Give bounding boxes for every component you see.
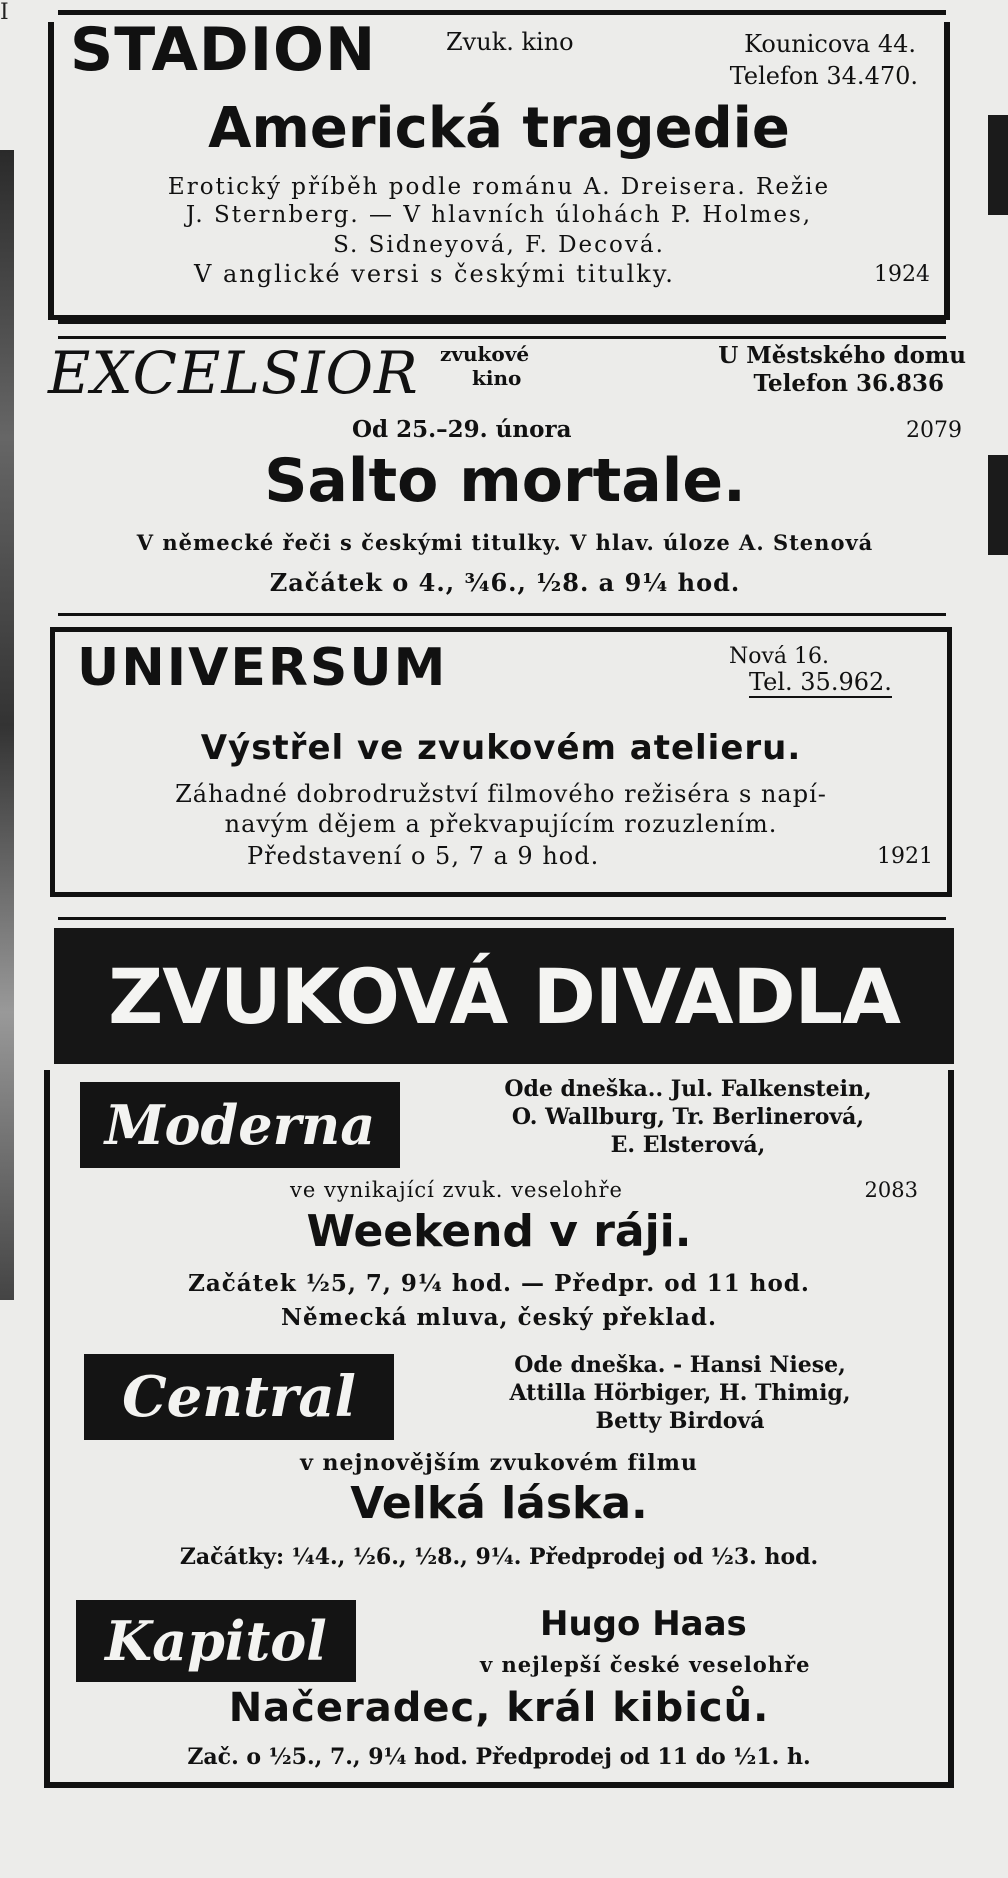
central-logo <box>84 1354 394 1440</box>
excelsior-name: EXCELSIOR <box>48 339 419 407</box>
central-cast2: Attilla Hörbiger, H. Thimig, <box>509 1380 851 1406</box>
excelsior-title: Salto mortale. <box>264 446 746 516</box>
stadion-bottom-rule <box>58 316 946 324</box>
right-margin-block <box>988 115 1008 215</box>
universum-phone: Tel. 35.962. <box>749 668 892 696</box>
universum-code: 1921 <box>877 844 933 869</box>
excelsior-address: U Městského domu <box>718 342 966 369</box>
universum-name: UNIVERSUM <box>77 638 448 698</box>
central-logo-text: Central <box>122 1364 356 1430</box>
central-intro: v nejnovějším zvukovém filmu <box>300 1450 698 1476</box>
stadion-name: STADION <box>70 15 377 85</box>
excelsior-ad <box>40 340 970 610</box>
left-margin-dark-strip <box>0 150 14 1300</box>
moderna-logo <box>80 1082 400 1168</box>
kapitol-times: Zač. o ½5., 7., 9¼ hod. Předprodej od 11 do ½1. h. <box>187 1744 811 1770</box>
kapitol-intro: v nejlepší české veselohře <box>480 1652 811 1677</box>
stadion-desc3: S. Sidneyová, F. Decová. <box>333 232 665 258</box>
universum-ad <box>50 627 952 897</box>
moderna-code: 2083 <box>864 1178 918 1202</box>
kapitol-star: Hugo Haas <box>540 1604 747 1644</box>
central-cast1: Ode dneška. - Hansi Niese, <box>514 1352 846 1378</box>
excelsior-lang: V německé řeči s českými titulky. V hlav. úloze A. Stenová <box>136 530 874 555</box>
moderna-lang: Německá mluva, český překlad. <box>281 1304 717 1331</box>
excelsior-code: 2079 <box>906 418 962 443</box>
central-title: Velká láska. <box>350 1478 648 1529</box>
kapitol-logo <box>76 1600 356 1682</box>
stadion-address: Kounicova 44. <box>744 30 916 58</box>
moderna-title: Weekend v ráji. <box>306 1206 692 1257</box>
moderna-logo-text: Moderna <box>104 1093 376 1157</box>
moderna-cast2: O. Wallburg, Tr. Berlinerová, <box>511 1104 865 1130</box>
moderna-intro: ve vynikající zvuk. veselohře <box>290 1178 623 1202</box>
stadion-phone: Telefon 34.470. <box>729 62 918 90</box>
stadion-desc2: J. Sternberg. — V hlavních úlohách P. Holmes, <box>185 202 813 228</box>
sound-theaters-banner <box>54 928 954 1064</box>
universum-title: Výstřel ve zvukovém atelieru. <box>200 728 802 768</box>
kapitol-logo-text: Kapitol <box>105 1609 327 1673</box>
stadion-ad <box>48 15 950 320</box>
central-times: Začátky: ¼4., ½6., ½8., 9¼. Předprodej od ½3. hod. <box>179 1544 819 1570</box>
central-cast3: Betty Birdová <box>595 1408 765 1434</box>
excelsior-type2: kino <box>472 366 522 390</box>
universum-desc2: navým dějem a překvapujícím rozuzlením. <box>224 810 778 838</box>
left-margin-fragment: I <box>0 0 9 25</box>
sound-theaters-box <box>44 1070 954 1788</box>
stadion-desc4: V anglické versi s českými titulky. <box>194 260 675 288</box>
excelsior-times: Začátek o 4., ¾6., ½8. a 9¼ hod. <box>269 568 741 597</box>
universum-desc1: Záhadné dobrodružství filmového režiséra s napí- <box>175 780 827 808</box>
banner-top-rule <box>58 917 946 920</box>
excelsior-phone: Telefon 36.836 <box>753 370 944 397</box>
excelsior-dates: Od 25.–29. února <box>352 416 572 443</box>
stadion-code: 1924 <box>874 262 930 287</box>
moderna-cast1: Ode dneška.. Jul. Falkenstein, <box>504 1076 872 1102</box>
excelsior-type1: zvukové <box>440 342 530 366</box>
excelsior-bottom-rule <box>58 613 946 616</box>
universum-address: Nová 16. <box>729 644 830 669</box>
moderna-times: Začátek ½5, 7, 9¼ hod. — Předpr. od 11 hod. <box>188 1270 810 1297</box>
kapitol-title: Načeradec, král kibiců. <box>228 1685 770 1731</box>
universum-times: Představení o 5, 7 a 9 hod. <box>247 842 600 870</box>
stadion-type: Zvuk. kino <box>446 28 574 56</box>
stadion-title: Americká tragedie <box>208 96 790 161</box>
banner-text: ZVUKOVÁ DIVADLA <box>108 951 900 1041</box>
right-margin-block <box>988 455 1008 555</box>
stadion-desc1: Erotický příběh podle románu A. Dreisera. Režie <box>167 174 831 200</box>
moderna-cast3: E. Elsterová, <box>610 1132 766 1158</box>
